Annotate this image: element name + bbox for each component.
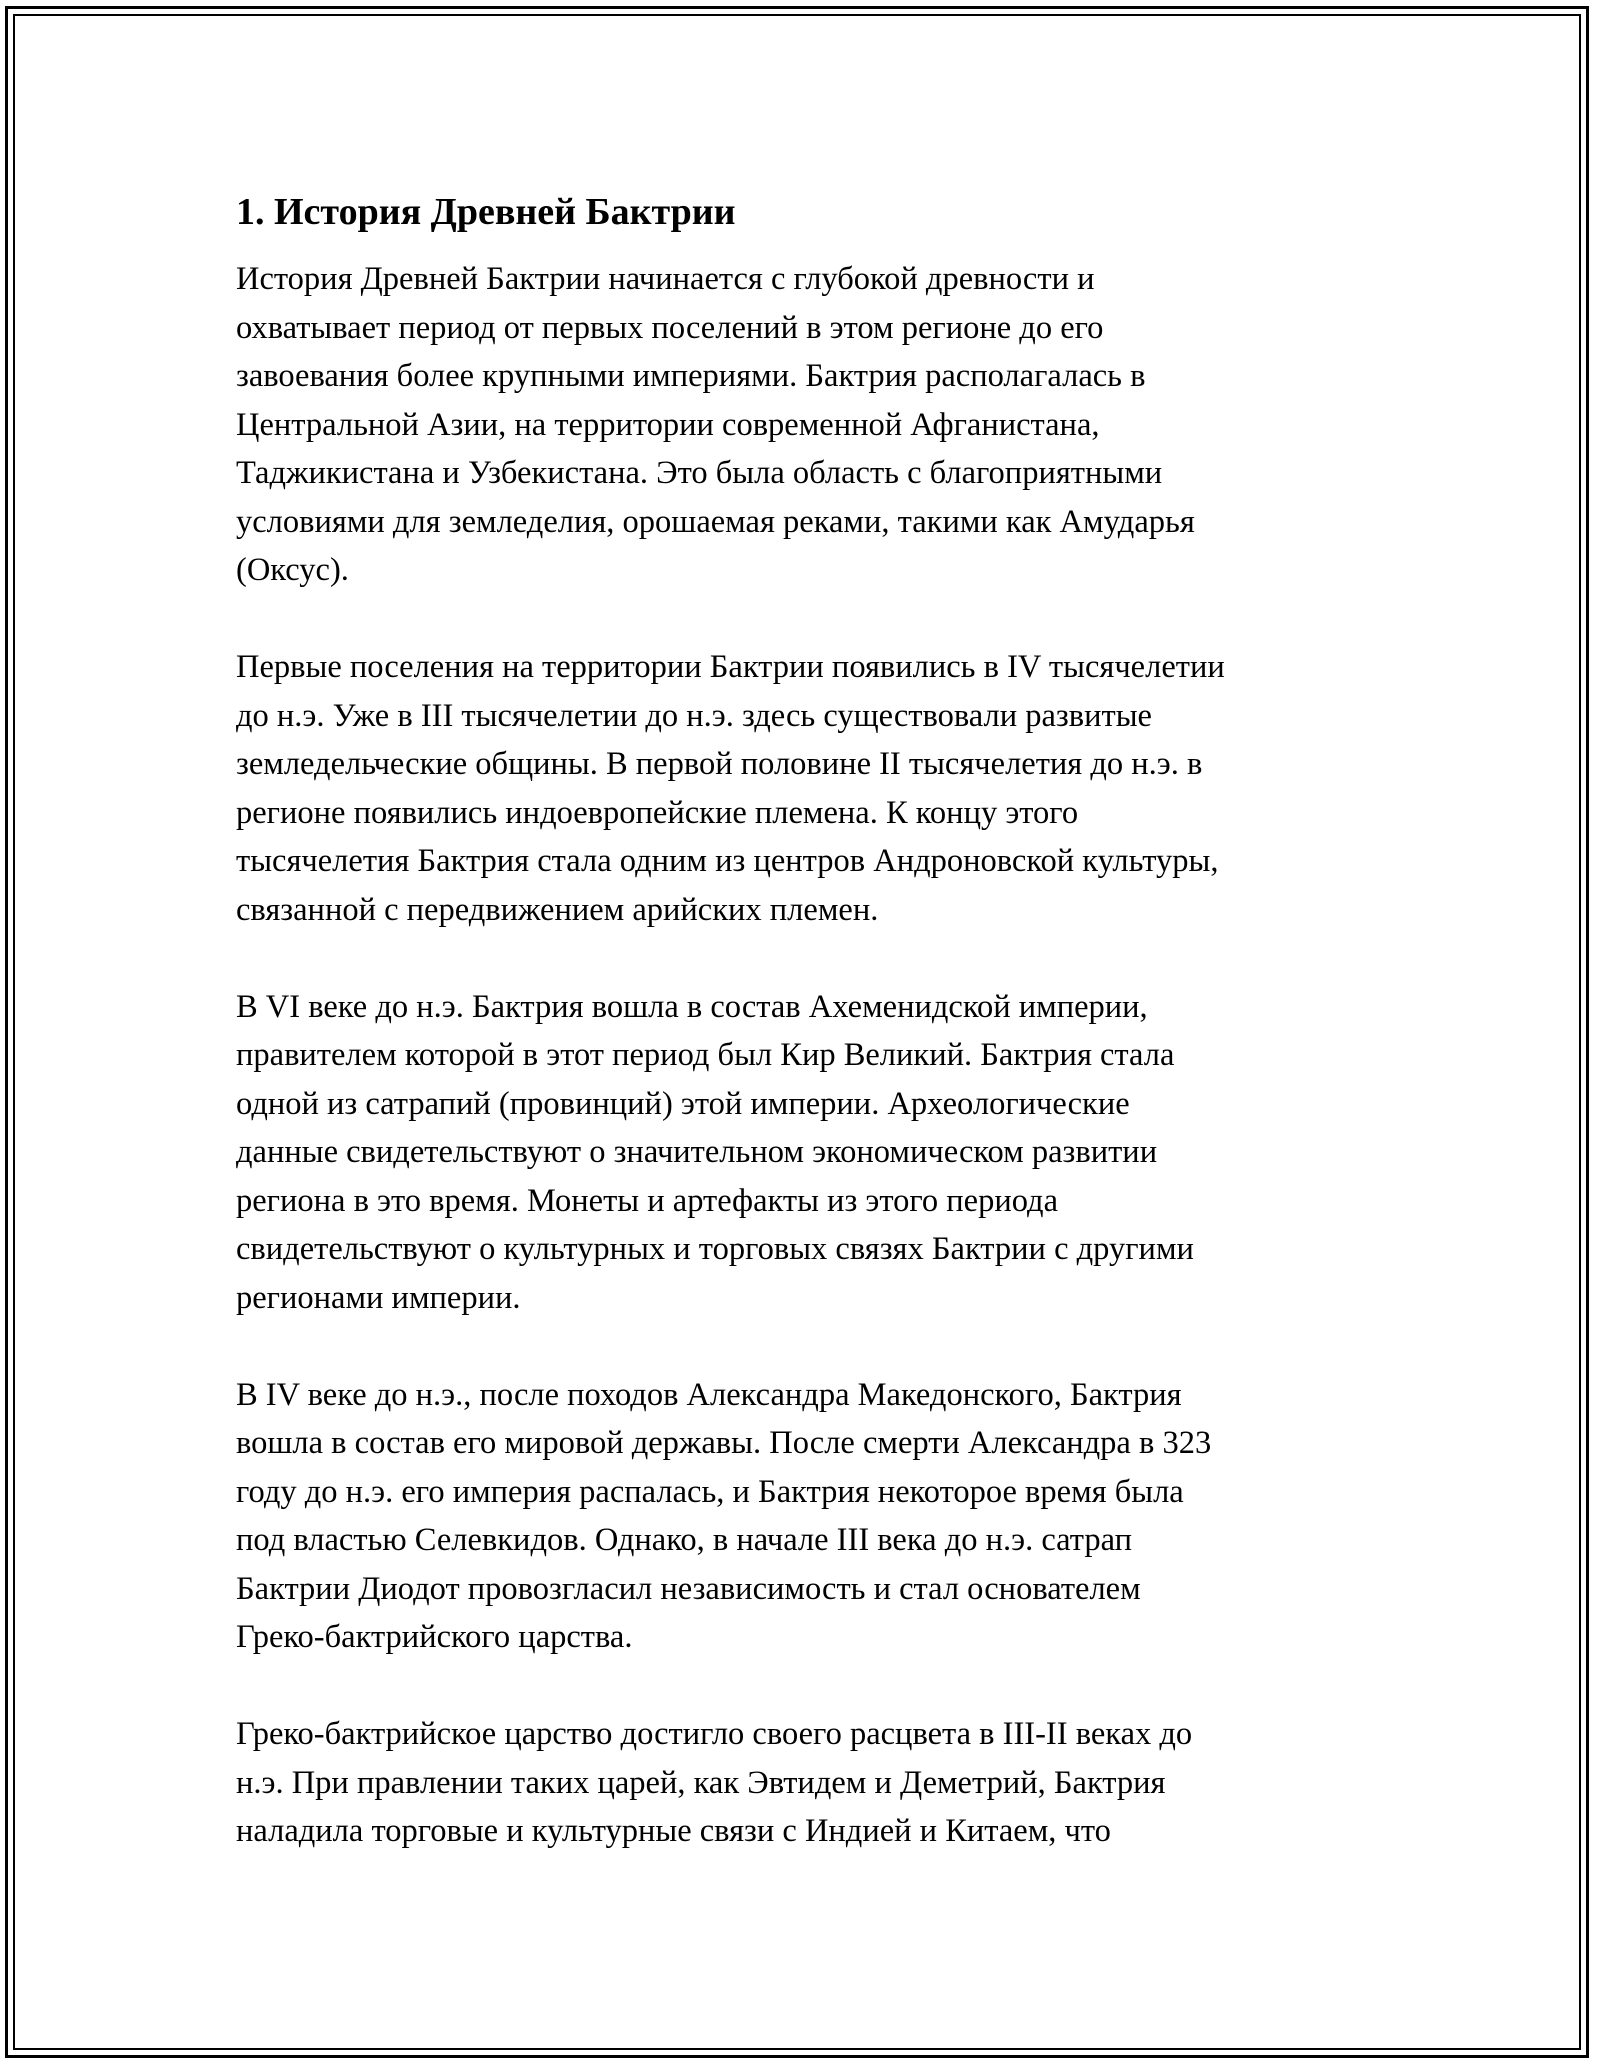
text-line: связанной с передвижением арийских племен.	[236, 891, 879, 928]
text-line: Греко-бактрийское царство достигло своего расцвета в III-II веках до	[236, 1716, 1193, 1752]
text-line: тысячелетия Бактрия стала одним из центров Андроновской культуры,	[236, 843, 1219, 879]
text-line: регионе появились индоевропейские племена. К концу этого	[236, 794, 1079, 831]
text-line: Бактрии Диодот провозгласил независимость и стал основателем	[236, 1570, 1141, 1607]
text-line: региона в это время. Монеты и артефакты из этого периода	[236, 1182, 1059, 1219]
text-line: наладила торговые и культурные связи с Индией и Китаем, что	[236, 1813, 1111, 1849]
text-line: (Оксус).	[236, 552, 349, 588]
text-line: В IV веке до н.э., после походов Александра Македонского, Бактрия	[236, 1376, 1182, 1413]
text-line: В VI веке до н.э. Бактрия вошла в состав Ахеменидской империи,	[236, 988, 1148, 1025]
paragraph-5	[236, 1710, 1366, 1856]
text-line: одной из сатрапий (провинций) этой империи. Археологические	[236, 1085, 1130, 1122]
section-heading: 1. История Древней Бактрии	[236, 191, 736, 233]
text-line: году до н.э. его империя распалась, и Бактрия некоторое время была	[236, 1473, 1184, 1510]
paragraph-2	[236, 643, 1366, 934]
document-body	[236, 187, 1366, 1904]
text-line: вошла в состав его мировой державы. После смерти Александра в 323	[236, 1425, 1212, 1461]
text-line: до н.э. Уже в III тысячелетии до н.э. здесь существовали развитые	[236, 697, 1152, 734]
text-line: данные свидетельствуют о значительном экономическом развитии	[236, 1134, 1158, 1170]
text-line: условиями для земледелия, орошаемая реками, такими как Амударья	[236, 503, 1195, 540]
text-line: правителем которой в этот период был Кир Великий. Бактрия стала	[236, 1037, 1175, 1073]
text-line: н.э. При правлении таких царей, как Эвтидем и Деметрий, Бактрия	[236, 1764, 1166, 1801]
text-line: завоевания более крупными империями. Бактрия располагалась в	[236, 358, 1146, 394]
text-line: Таджикистана и Узбекистана. Это была область с благоприятными	[236, 455, 1163, 491]
text-line: Центральной Азии, на территории современной Афганистана,	[236, 406, 1100, 443]
text-line: под властью Селевкидов. Однако, в начале III века до н.э. сатрап	[236, 1522, 1132, 1558]
text-line: Греко-бактрийского царства.	[236, 1619, 633, 1655]
paragraph-3	[236, 983, 1366, 1323]
paragraph-1	[236, 255, 1366, 595]
text-line: свидетельствуют о культурных и торговых связях Бактрии с другими	[236, 1231, 1194, 1267]
text-line: земледельческие общины. В первой половине II тысячелетия до н.э. в	[236, 746, 1203, 782]
text-line: Первые поселения на территории Бактрии появились в IV тысячелетии	[236, 649, 1225, 685]
text-line: История Древней Бактрии начинается с глубокой древности и	[236, 261, 1095, 297]
paragraph-4	[236, 1371, 1366, 1662]
text-line: регионами империи.	[236, 1279, 521, 1316]
text-line: охватывает период от первых поселений в этом регионе до его	[236, 309, 1104, 346]
